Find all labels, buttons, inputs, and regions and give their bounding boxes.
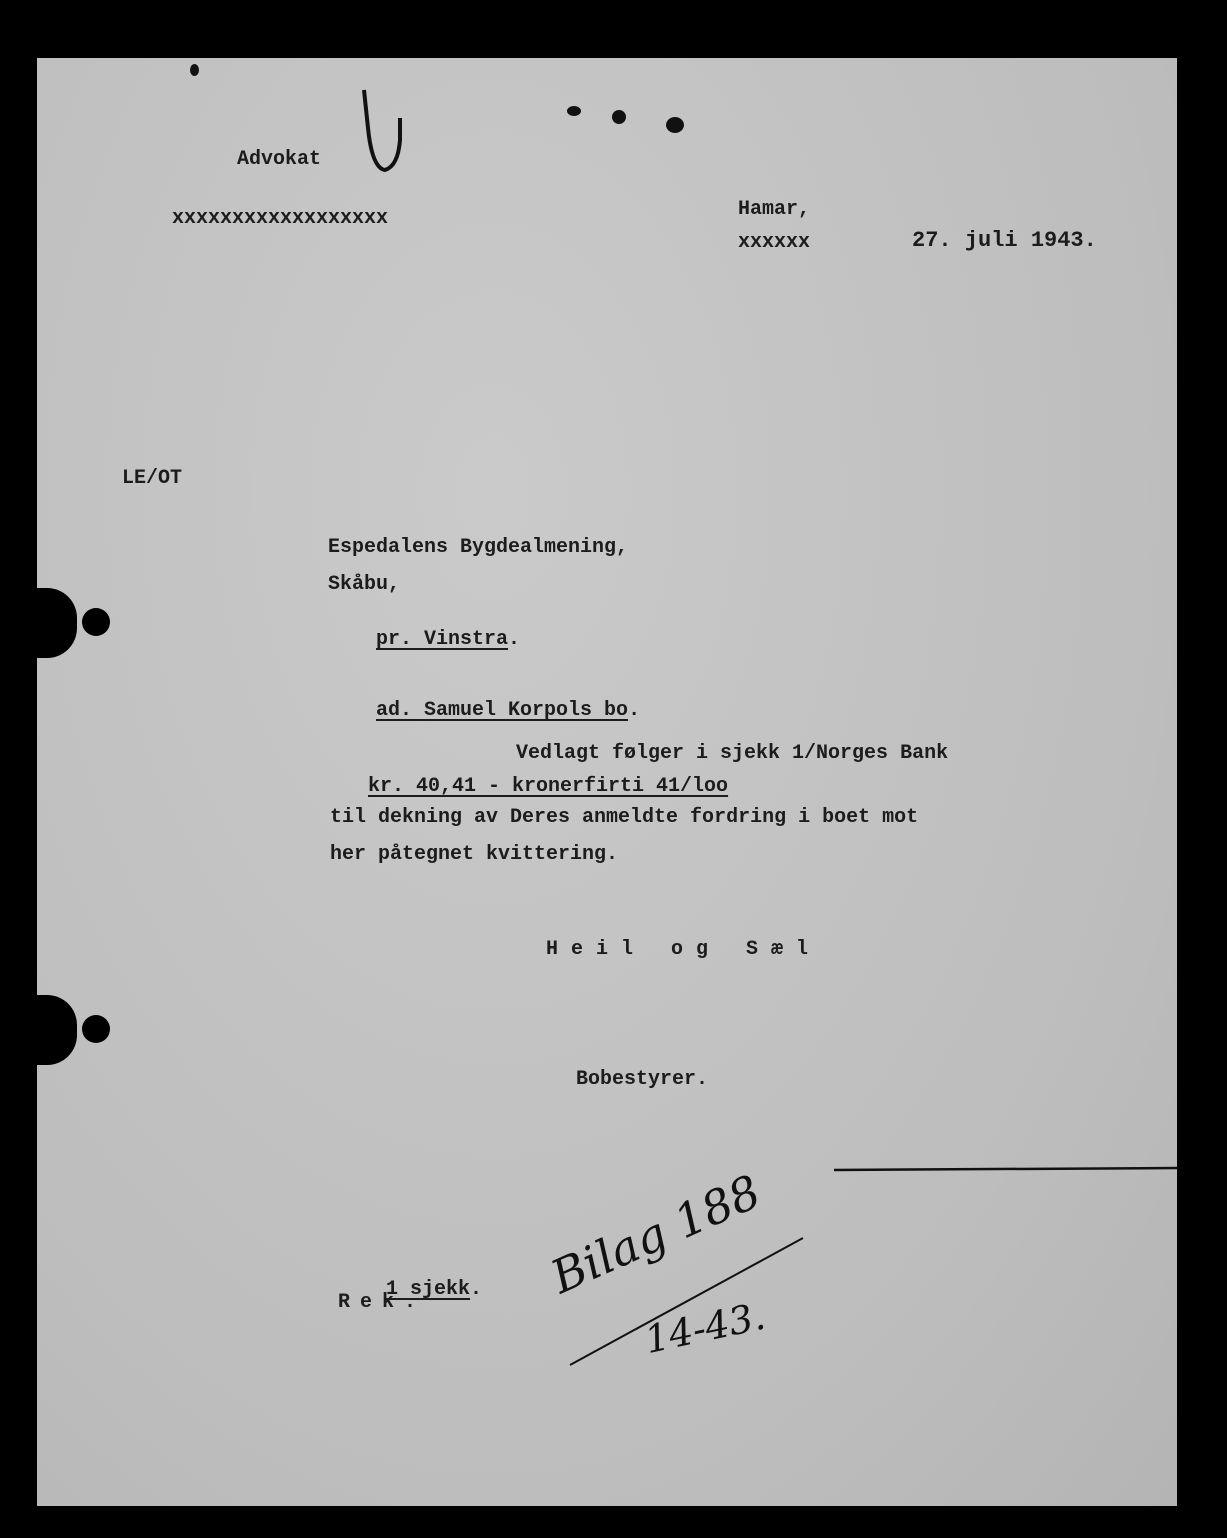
- recipient-post-text: pr. Vinstra: [376, 628, 509, 651]
- place: Hamar,: [738, 198, 811, 221]
- body-amount: kr. 40,41 - kronerfirti 41/loo: [368, 775, 729, 798]
- recipient-name: Espedalens Bygdealmening,: [328, 536, 629, 559]
- signature-title: Bobestyrer.: [576, 1068, 709, 1091]
- registered-mark: Rek.: [338, 1291, 427, 1314]
- subject-text: ad. Samuel Korpols bo: [376, 699, 629, 722]
- reference-code: LE/OT: [122, 467, 183, 490]
- closing-greeting: Heil og Sæl: [546, 938, 822, 961]
- recipient-post-period: .: [508, 628, 521, 651]
- subject-period: .: [628, 699, 641, 722]
- letter-date: 27. juli 1943.: [912, 228, 1097, 253]
- body-line-4: her påtegnet kvittering.: [330, 843, 619, 866]
- body-line-3: til dekning av Deres anmeldte fordring i boet mot: [330, 806, 919, 829]
- letterhead-title: Advokat: [237, 148, 322, 171]
- recipient-place: Skåbu,: [328, 573, 401, 596]
- body-line-1: Vedlagt følger i sjekk 1/Norges Bank: [516, 742, 949, 765]
- struck-place-text: xxxxxx: [738, 231, 811, 254]
- recipient-post: [328, 610, 520, 670]
- enclosure-text: 1 sjekk: [386, 1278, 471, 1301]
- enclosure-period: .: [470, 1278, 483, 1301]
- struck-name: xxxxxxxxxxxxxxxxxx: [172, 207, 389, 230]
- subject-line: [328, 681, 640, 741]
- handwritten-note-line-1: Bilag 188: [543, 1164, 769, 1304]
- handwritten-note-line-2: 14-43.: [640, 1293, 769, 1362]
